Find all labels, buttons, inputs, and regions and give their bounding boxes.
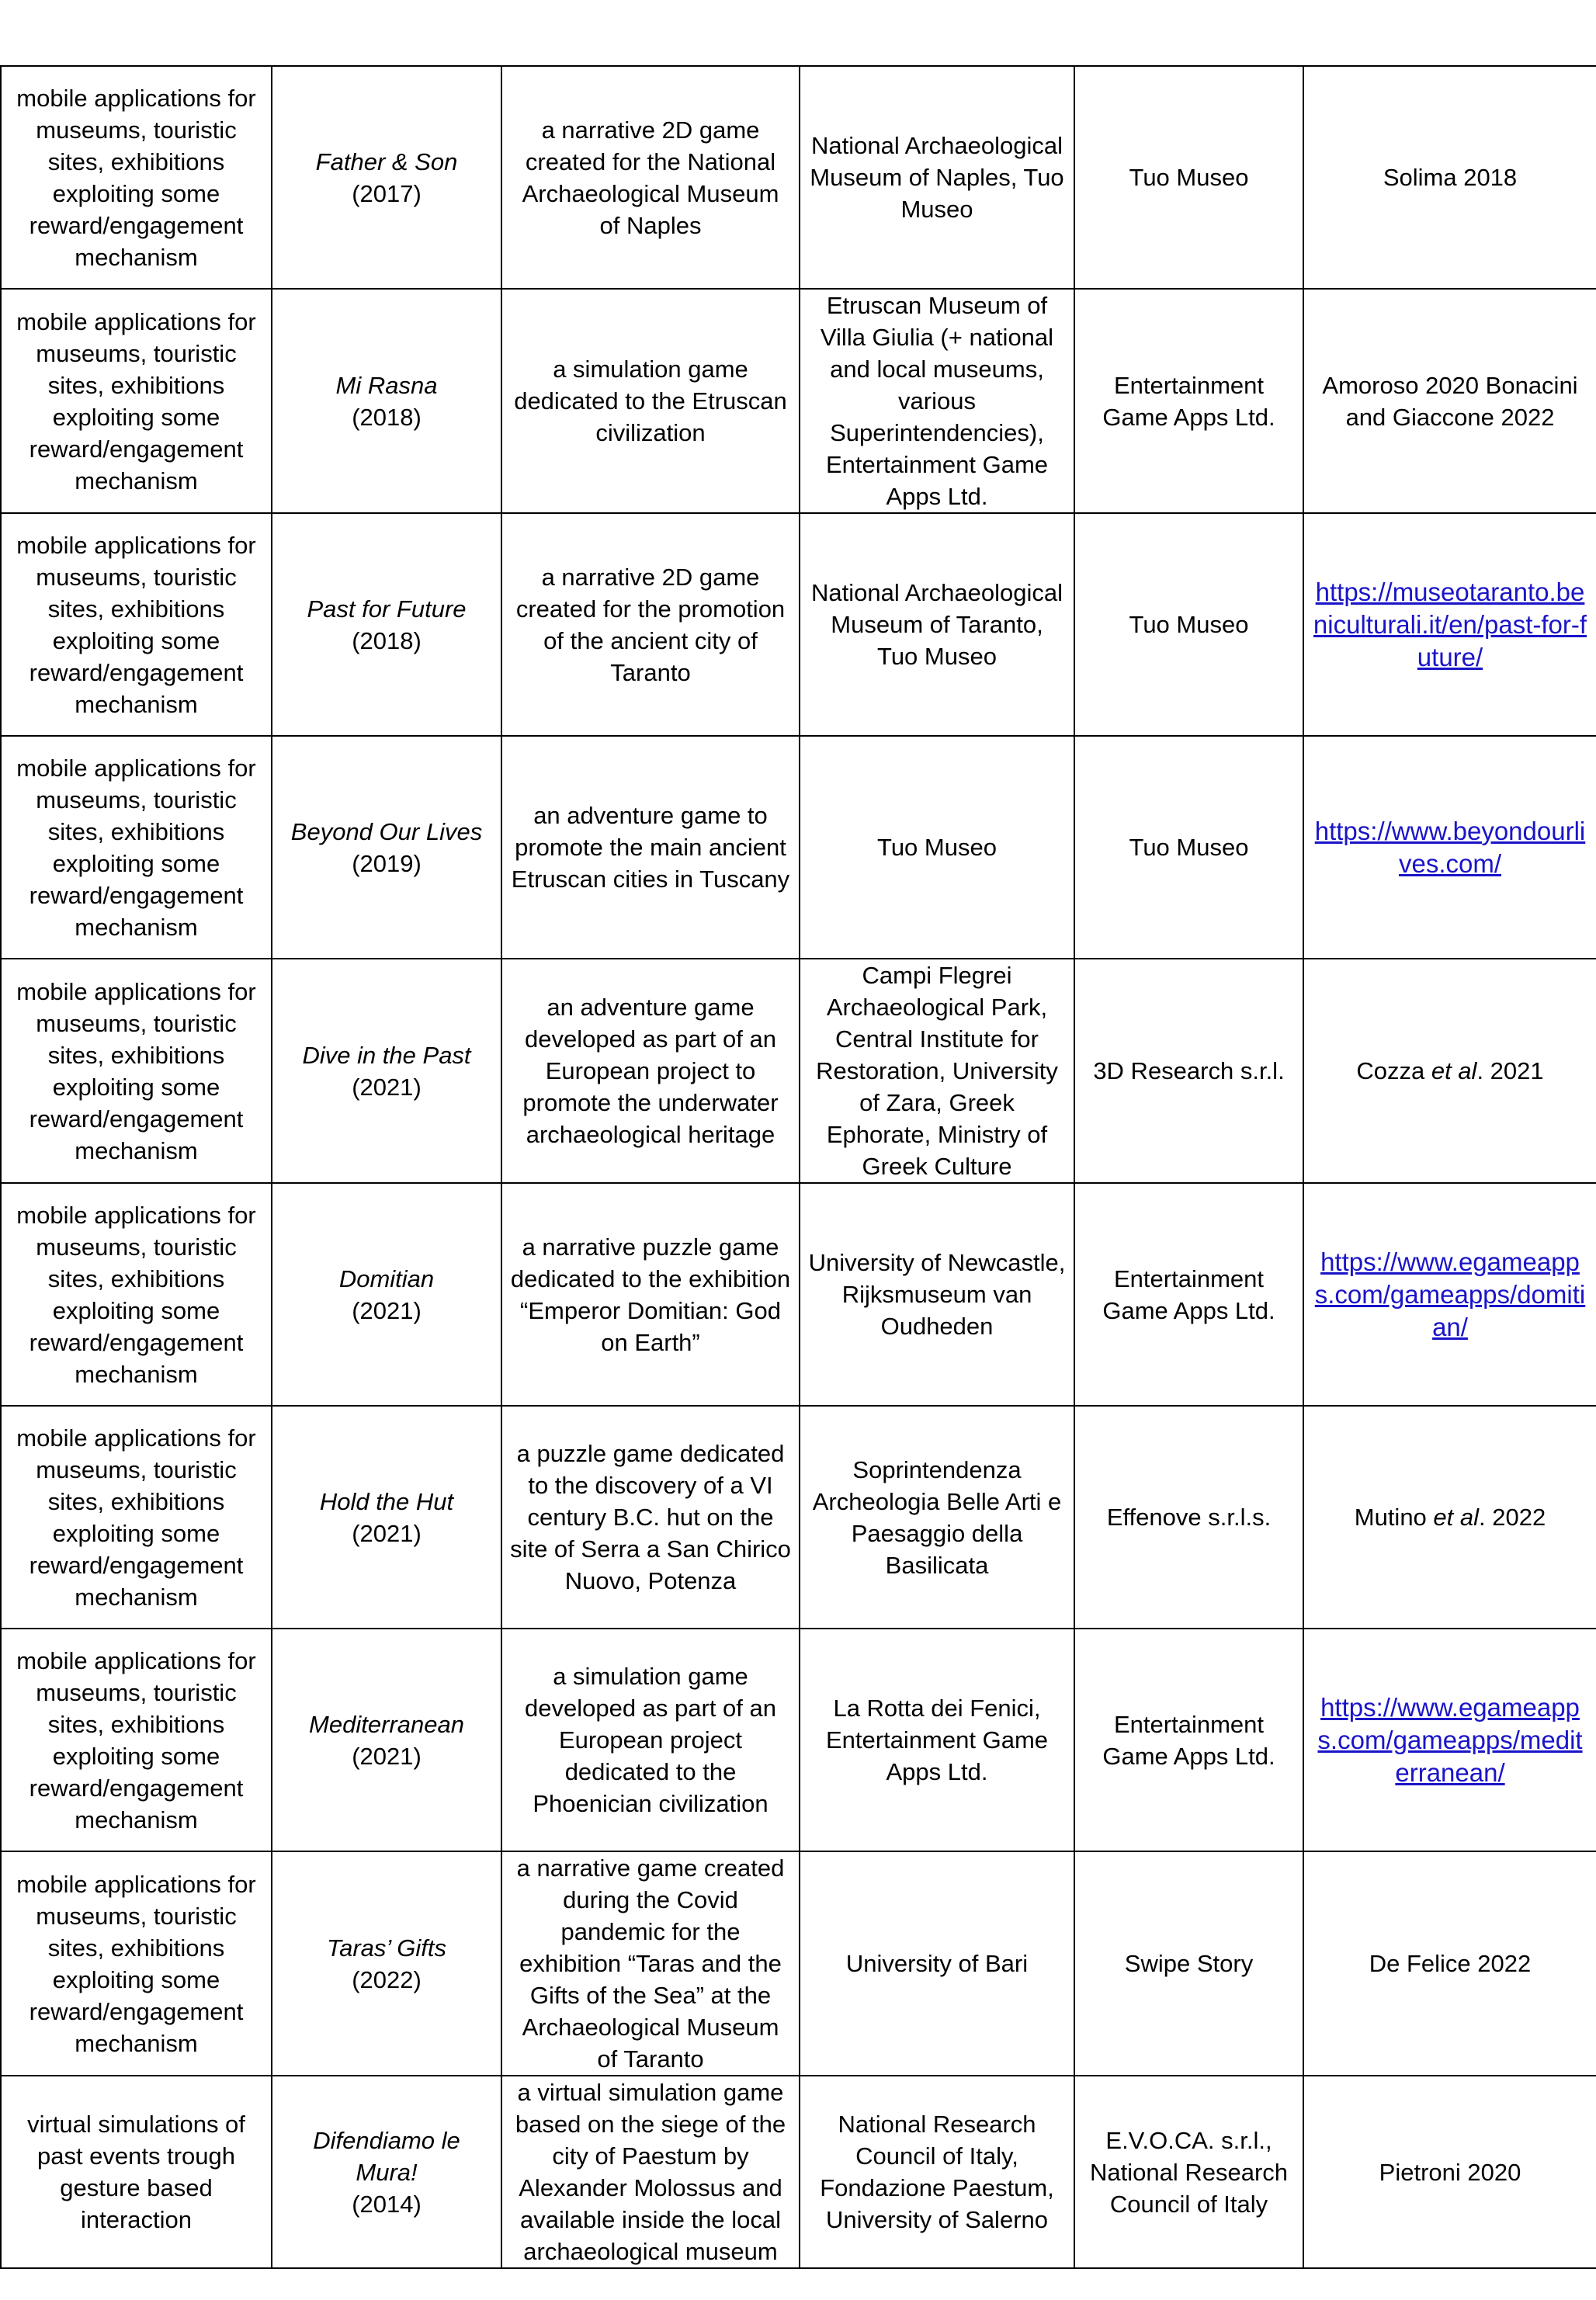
- reference-link[interactable]: https://www.egameapps.com/gameapps/mediterranean/: [1317, 1692, 1583, 1787]
- game-year: (2022): [352, 1965, 422, 1993]
- games-table: [0, 65, 1596, 2269]
- game-cell: [272, 1406, 501, 1629]
- category-cell: mobile applications for museums, touristic sites, exhibitions exploiting some reward/engagement mechanism: [1, 1183, 272, 1406]
- description-cell: an adventure game developed as part of an European project to promote the underwater archaeological heritage: [501, 959, 800, 1183]
- game-cell: [272, 289, 501, 513]
- developer-cell: 3D Research s.r.l.: [1074, 959, 1303, 1183]
- table-row: [1, 959, 1596, 1183]
- partners-cell: National Archaeological Museum of Naples, Tuo Museo: [800, 66, 1074, 289]
- developer-cell: E.V.O.CA. s.r.l., National Research Council of Italy: [1074, 2076, 1303, 2268]
- game-title: Mi Rasna: [335, 371, 438, 399]
- category-cell: mobile applications for museums, touristic sites, exhibitions exploiting some reward/engagement mechanism: [1, 289, 272, 513]
- reference-cell: Solima 2018: [1303, 66, 1596, 289]
- reference-year: . 2022: [1479, 1504, 1546, 1531]
- reference-link[interactable]: https://museotaranto.beniculturali.it/en/past-for-future/: [1313, 577, 1587, 671]
- category-cell: mobile applications for museums, touristic sites, exhibitions exploiting some reward/engagement mechanism: [1, 1851, 272, 2076]
- reference-cell: [1303, 1629, 1596, 1851]
- developer-cell: Tuo Museo: [1074, 513, 1303, 736]
- category-cell: mobile applications for museums, touristic sites, exhibitions exploiting some reward/engagement mechanism: [1, 1406, 272, 1629]
- developer-cell: Tuo Museo: [1074, 66, 1303, 289]
- game-year: (2021): [352, 1296, 422, 1324]
- reference-et-al: et al: [1433, 1504, 1480, 1531]
- partners-cell: Tuo Museo: [800, 736, 1074, 959]
- partners-cell: National Archaeological Museum of Taranto, Tuo Museo: [800, 513, 1074, 736]
- game-year: (2019): [352, 849, 422, 877]
- category-cell: mobile applications for museums, touristic sites, exhibitions exploiting some reward/engagement mechanism: [1, 736, 272, 959]
- game-title: Dive in the Past: [302, 1041, 471, 1069]
- game-cell: [272, 66, 501, 289]
- game-cell: [272, 513, 501, 736]
- game-title: Beyond Our Lives: [290, 817, 483, 845]
- game-title: Hold the Hut: [319, 1487, 454, 1515]
- table-row: [1, 513, 1596, 736]
- category-cell: mobile applications for museums, touristic sites, exhibitions exploiting some reward/engagement mechanism: [1, 959, 272, 1183]
- game-title: Difendiamo le Mura!: [313, 2126, 460, 2186]
- description-cell: an adventure game to promote the main ancient Etruscan cities in Tuscany: [501, 736, 800, 959]
- description-cell: a narrative 2D game created for the National Archaeological Museum of Naples: [501, 66, 800, 289]
- game-title: Taras’ Gifts: [327, 1934, 446, 1962]
- category-cell: mobile applications for museums, touristic sites, exhibitions exploiting some reward/engagement mechanism: [1, 66, 272, 289]
- reference-cell: [1303, 1406, 1596, 1629]
- game-cell: [272, 2076, 501, 2268]
- developer-cell: Entertainment Game Apps Ltd.: [1074, 1183, 1303, 1406]
- table-row: [1, 289, 1596, 513]
- description-cell: a narrative 2D game created for the promotion of the ancient city of Taranto: [501, 513, 800, 736]
- game-title: Past for Future: [307, 595, 467, 623]
- table-row: [1, 1406, 1596, 1629]
- description-cell: a simulation game developed as part of an European project dedicated to the Phoenician civilization: [501, 1629, 800, 1851]
- partners-cell: University of Bari: [800, 1851, 1074, 2076]
- category-cell: mobile applications for museums, touristic sites, exhibitions exploiting some reward/engagement mechanism: [1, 513, 272, 736]
- game-year: (2021): [352, 1742, 422, 1770]
- game-cell: [272, 736, 501, 959]
- game-title: Mediterranean: [309, 1710, 464, 1738]
- game-year: (2014): [352, 2190, 422, 2218]
- description-cell: a virtual simulation game based on the siege of the city of Paestum by Alexander Molossus and available inside the local archaeological museum: [501, 2076, 800, 2268]
- reference-author: Cozza: [1356, 1057, 1431, 1084]
- reference-link[interactable]: https://www.beyondourlives.com/: [1314, 816, 1586, 878]
- game-title: Father & Son: [315, 147, 458, 175]
- game-cell: [272, 959, 501, 1183]
- reference-cell: De Felice 2022: [1303, 1851, 1596, 2076]
- reference-author: Mutino: [1354, 1504, 1434, 1531]
- table-row: [1, 1183, 1596, 1406]
- reference-cell: Amoroso 2020 Bonacini and Giaccone 2022: [1303, 289, 1596, 513]
- reference-cell: [1303, 1183, 1596, 1406]
- table-row: [1, 66, 1596, 289]
- game-year: (2021): [352, 1519, 422, 1547]
- table-row: [1, 1851, 1596, 2076]
- reference-year: . 2021: [1476, 1057, 1544, 1084]
- game-cell: [272, 1183, 501, 1406]
- category-cell: virtual simulations of past events trough gesture based interaction: [1, 2076, 272, 2268]
- partners-cell: La Rotta dei Fenici, Entertainment Game Apps Ltd.: [800, 1629, 1074, 1851]
- partners-cell: Soprintendenza Archeologia Belle Arti e Paesaggio della Basilicata: [800, 1406, 1074, 1629]
- game-year: (2017): [352, 179, 422, 207]
- description-cell: a simulation game dedicated to the Etruscan civilization: [501, 289, 800, 513]
- description-cell: a narrative game created during the Covid pandemic for the exhibition “Taras and the Gifts of the Sea” at the Archaeological Museum of Taranto: [501, 1851, 800, 2076]
- reference-link[interactable]: https://www.egameapps.com/gameapps/domitian/: [1314, 1247, 1586, 1341]
- reference-cell: [1303, 513, 1596, 736]
- partners-cell: Etruscan Museum of Villa Giulia (+ national and local museums, various Superintendencies), Entertainment Game Apps Ltd.: [800, 289, 1074, 513]
- developer-cell: Tuo Museo: [1074, 736, 1303, 959]
- game-cell: [272, 1629, 501, 1851]
- game-year: (2021): [352, 1073, 422, 1101]
- description-cell: a narrative puzzle game dedicated to the exhibition “Emperor Domitian: God on Earth”: [501, 1183, 800, 1406]
- developer-cell: Entertainment Game Apps Ltd.: [1074, 1629, 1303, 1851]
- game-title: Domitian: [338, 1264, 435, 1292]
- partners-cell: National Research Council of Italy, Fondazione Paestum, University of Salerno: [800, 2076, 1074, 2268]
- game-cell: [272, 1851, 501, 2076]
- reference-cell: Pietroni 2020: [1303, 2076, 1596, 2268]
- description-cell: a puzzle game dedicated to the discovery of a VI century B.C. hut on the site of Serra a San Chirico Nuovo, Potenza: [501, 1406, 800, 1629]
- table-row: [1, 1629, 1596, 1851]
- developer-cell: Effenove s.r.l.s.: [1074, 1406, 1303, 1629]
- reference-et-al: et al: [1431, 1057, 1477, 1084]
- reference-cell: [1303, 736, 1596, 959]
- developer-cell: Entertainment Game Apps Ltd.: [1074, 289, 1303, 513]
- partners-cell: University of Newcastle, Rijksmuseum van Oudheden: [800, 1183, 1074, 1406]
- developer-cell: Swipe Story: [1074, 1851, 1303, 2076]
- table-row: [1, 2076, 1596, 2268]
- partners-cell: Campi Flegrei Archaeological Park, Central Institute for Restoration, University of Zara, Greek Ephorate, Ministry of Greek Culture: [800, 959, 1074, 1183]
- game-year: (2018): [352, 626, 422, 654]
- reference-cell: [1303, 959, 1596, 1183]
- table-row: [1, 736, 1596, 959]
- game-year: (2018): [352, 403, 422, 431]
- category-cell: mobile applications for museums, touristic sites, exhibitions exploiting some reward/engagement mechanism: [1, 1629, 272, 1851]
- document-page: [0, 65, 1596, 2269]
